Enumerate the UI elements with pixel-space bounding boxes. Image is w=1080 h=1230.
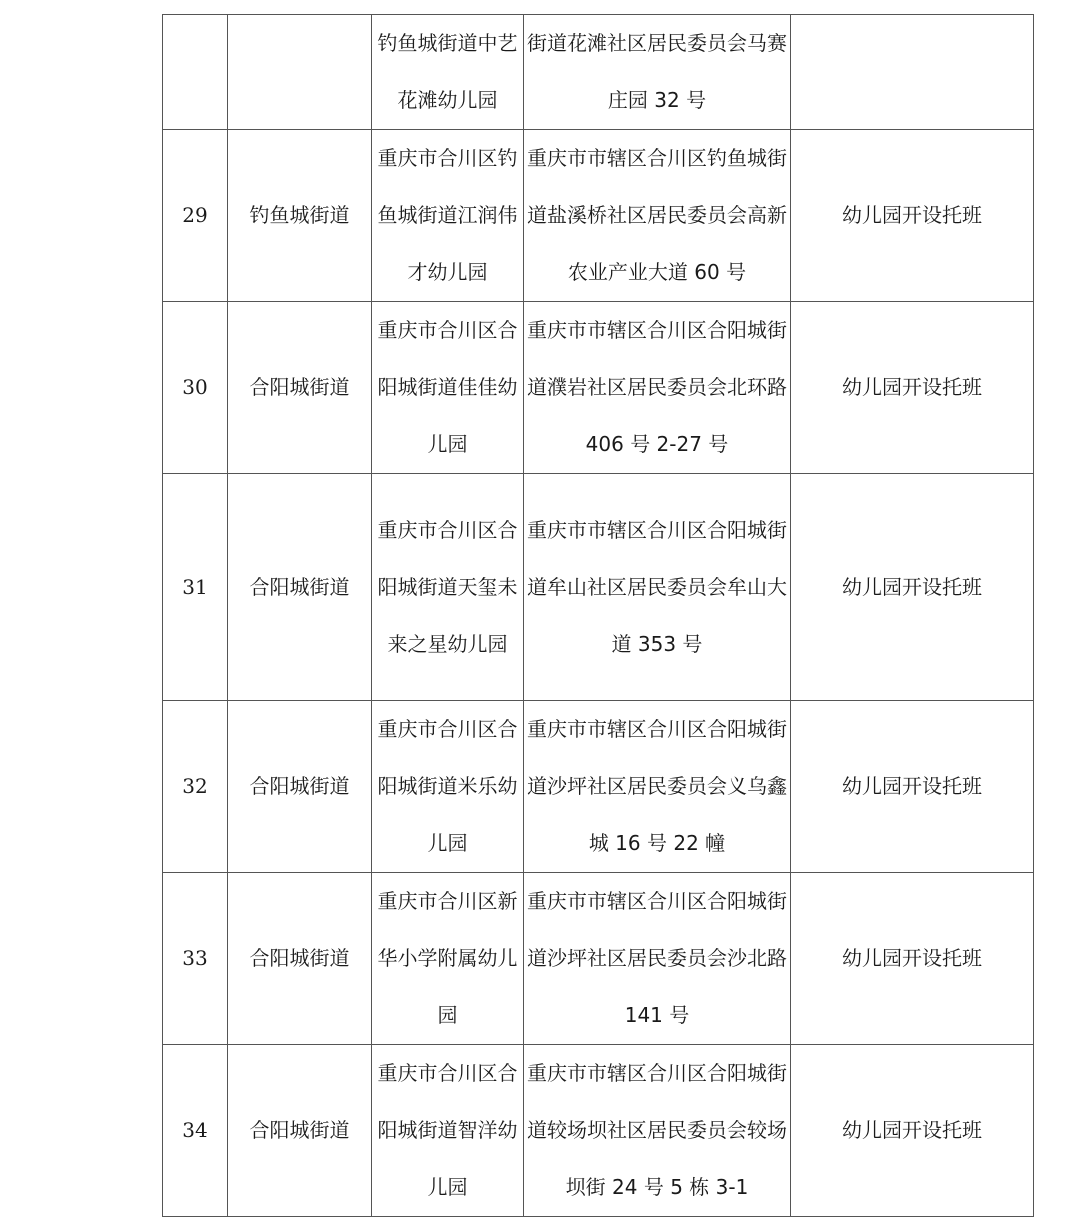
kindergarten-name-cell: 重庆市合川区合阳城街道佳佳幼儿园	[372, 302, 524, 474]
kindergarten-name-cell: 重庆市合川区合阳城街道智洋幼儿园	[372, 1045, 524, 1217]
service-cell	[791, 15, 1034, 130]
address-cell: 重庆市市辖区合川区合阳城街道牟山社区居民委员会牟山大道 353 号	[524, 474, 791, 701]
row-number	[163, 15, 228, 130]
table-row	[163, 15, 1034, 130]
table-row	[163, 302, 1034, 474]
street-cell: 合阳城街道	[228, 873, 372, 1045]
row-number: 31	[163, 474, 228, 701]
kindergarten-name-cell: 重庆市合川区合阳城街道米乐幼儿园	[372, 701, 524, 873]
street-cell: 合阳城街道	[228, 1045, 372, 1217]
service-cell: 幼儿园开设托班	[791, 302, 1034, 474]
service-cell: 幼儿园开设托班	[791, 474, 1034, 701]
kindergarten-name-cell: 重庆市合川区合阳城街道天玺未来之星幼儿园	[372, 474, 524, 701]
table-row	[163, 1045, 1034, 1217]
row-number: 30	[163, 302, 228, 474]
service-cell: 幼儿园开设托班	[791, 701, 1034, 873]
row-number: 32	[163, 701, 228, 873]
address-cell: 重庆市市辖区合川区合阳城街道濮岩社区居民委员会北环路 406 号 2-27 号	[524, 302, 791, 474]
address-cell: 重庆市市辖区合川区合阳城街道沙坪社区居民委员会沙北路 141 号	[524, 873, 791, 1045]
kindergarten-table	[162, 14, 1034, 1217]
address-cell: 街道花滩社区居民委员会马赛庄园 32 号	[524, 15, 791, 130]
address-cell: 重庆市市辖区合川区合阳城街道沙坪社区居民委员会义乌鑫城 16 号 22 幢	[524, 701, 791, 873]
kindergarten-name-cell: 重庆市合川区钓鱼城街道江润伟才幼儿园	[372, 130, 524, 302]
service-cell: 幼儿园开设托班	[791, 130, 1034, 302]
street-cell	[228, 15, 372, 130]
table-row	[163, 701, 1034, 873]
address-cell: 重庆市市辖区合川区合阳城街道较场坝社区居民委员会较场坝街 24 号 5 栋 3-1	[524, 1045, 791, 1217]
street-cell: 合阳城街道	[228, 474, 372, 701]
street-cell: 合阳城街道	[228, 302, 372, 474]
street-cell: 钓鱼城街道	[228, 130, 372, 302]
kindergarten-name-cell: 钓鱼城街道中艺花滩幼儿园	[372, 15, 524, 130]
address-cell: 重庆市市辖区合川区钓鱼城街道盐溪桥社区居民委员会高新农业产业大道 60 号	[524, 130, 791, 302]
table-row	[163, 474, 1034, 701]
service-cell: 幼儿园开设托班	[791, 873, 1034, 1045]
row-number: 33	[163, 873, 228, 1045]
row-number: 29	[163, 130, 228, 302]
table-row	[163, 130, 1034, 302]
row-number: 34	[163, 1045, 228, 1217]
kindergarten-name-cell: 重庆市合川区新华小学附属幼儿园	[372, 873, 524, 1045]
street-cell: 合阳城街道	[228, 701, 372, 873]
table-row	[163, 873, 1034, 1045]
service-cell: 幼儿园开设托班	[791, 1045, 1034, 1217]
